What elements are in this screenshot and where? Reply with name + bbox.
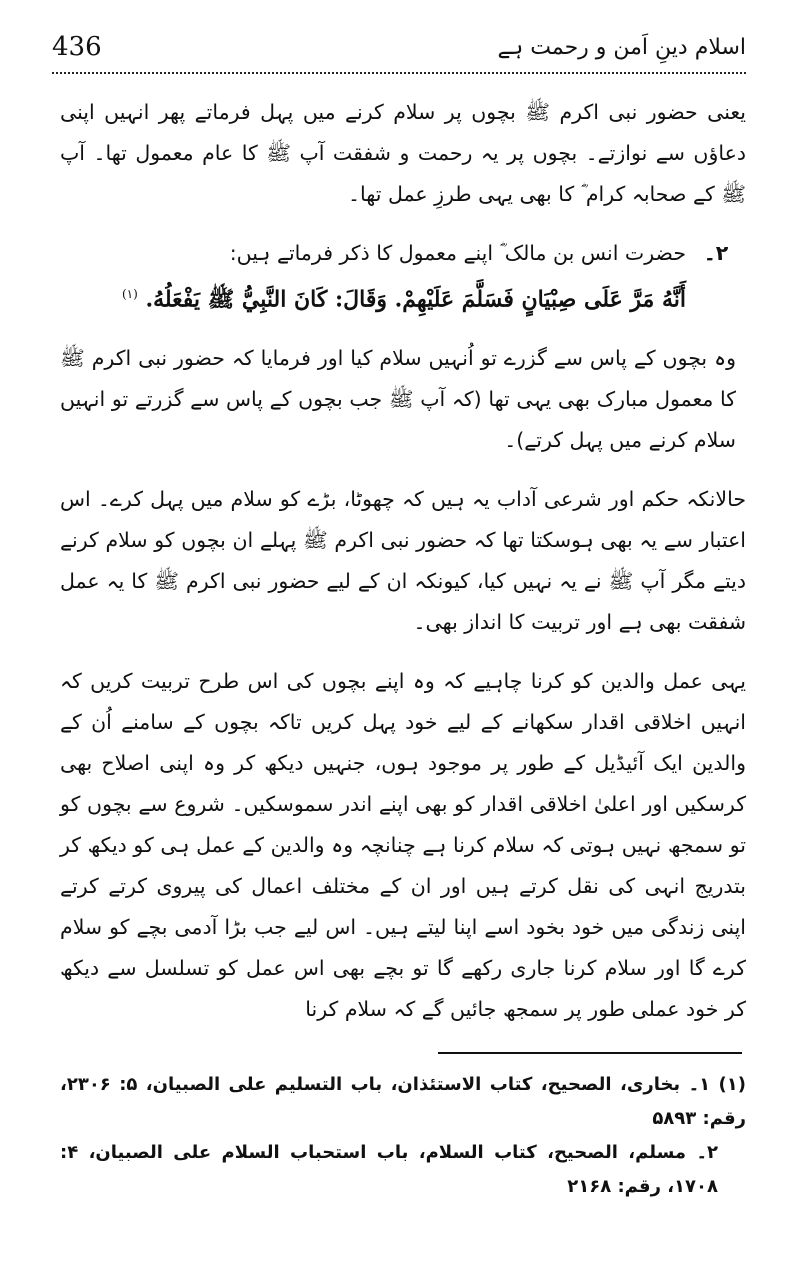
page-number: 436 bbox=[52, 32, 102, 62]
paragraph-3: حالانکہ حکم اور شرعی آداب یہ ہیں کہ چھوٹا، بڑے کو سلام میں پہل کرے۔ اس اعتبار سے یہ بھی ہوسکتا تھا کہ حضور نبی اکرم ﷺ پہلے ان بچوں کو سلام کرنے دیتے مگر آپ ﷺ نے یہ نہیں کیا، کیونکہ ان کے لیے حضور نبی اکرم ﷺ کا یہ عمل شفقت بھی ہے اور تربیت کا انداز بھی۔ bbox=[60, 487, 746, 635]
translation-paragraph: وہ بچوں کے پاس سے گزرے تو اُنہیں سلام کیا اور فرمایا کہ حضور نبی اکرم ﷺ کا معمول مبارک بھی یہی تھا (کہ آپ ﷺ جب بچوں کے پاس سے گزرتے تو انہیں سلام کرنے میں پہل کرتے)۔ bbox=[60, 346, 736, 453]
footnote-divider bbox=[438, 1052, 742, 1054]
footnote-marker: (۱) bbox=[121, 287, 138, 301]
footnotes bbox=[60, 1068, 746, 1204]
footnote-2: ۲۔ مسلم، الصحیح، کتاب السلام، باب استحباب السلام علی الصبیان، ۴: ۱۷۰۸، رقم: ۲۱۶۸ bbox=[60, 1142, 718, 1197]
main-text bbox=[60, 92, 746, 1048]
item-text: حضرت انس بن مالک ؓ اپنے معمول کا ذکر فرماتے ہیں: bbox=[229, 241, 686, 265]
page-header bbox=[52, 24, 746, 70]
footnote-1: (۱) ۱۔ بخاری، الصحیح، کتاب الاستئذان، باب التسلیم علی الصبیان، ۵: ۲۳۰۶، رقم: ۵۸۹۳ bbox=[60, 1074, 747, 1129]
paragraph-1: یعنی حضور نبی اکرم ﷺ بچوں پر سلام کرنے میں پہل فرماتے پھر انہیں اپنی دعاؤں سے نوازتے۔ بچوں پر یہ رحمت و شفقت آپ ﷺ کا عام معمول تھا۔ آپ ﷺ کے صحابہ کرام ؓ کا بھی یہی طرزِ عمل تھا۔ bbox=[60, 100, 746, 206]
header-divider bbox=[52, 72, 746, 74]
paragraph-4: یہی عمل والدین کو کرنا چاہیے کہ وہ اپنے بچوں کی اس طرح تربیت کریں کہ انہیں اخلاقی اقدار سکھانے کے لیے خود پہل کریں تاکہ بچوں کے سامنے اُن کے والدین ایک آئیڈیل کے طور پر موجود ہوں، جنہیں دیکھ کر وہ اپنی اصلاح بھی کرسکیں اور اعلیٰ اخلاقی اقدار کو بھی اپنے اندر سموسکیں۔ شروع سے بچوں کو تو سمجھ نہیں ہوتی کہ سلام کرنا ہے چنانچہ وہ والدین کے عمل ہی کو دیکھ کر بتدریج انہی کی نقل کرتے ہیں اور ان کے مختلف اعمال کی پیروی کرتے کرتے اپنی زندگی میں خود بخود اسے اپنا لیتے ہیں۔ اس لیے جب بڑا آدمی بچے کو سلام کرے گا اور سلام کرنا جاری رکھے گا تو بچے بھی اس عمل کو تسلسل سے دیکھ کر خود عملی طور پر سمجھ جائیں گے کہ سلام کرنا bbox=[60, 669, 746, 1022]
item-number: ۲۔ bbox=[703, 241, 729, 265]
arabic-quote-text: أَنَّهُ مَرَّ عَلَى صِبْيَانٍ فَسَلَّمَ عَلَيْهِمْ. وَقَالَ: كَانَ النَّبِيُّ ﷺ يَفْعَلُهُ. bbox=[145, 286, 686, 313]
arabic-quote bbox=[60, 274, 746, 320]
numbered-item-2 bbox=[60, 233, 746, 274]
running-title: اسلام دینِ اَمن و رحمت ہے bbox=[497, 34, 746, 60]
